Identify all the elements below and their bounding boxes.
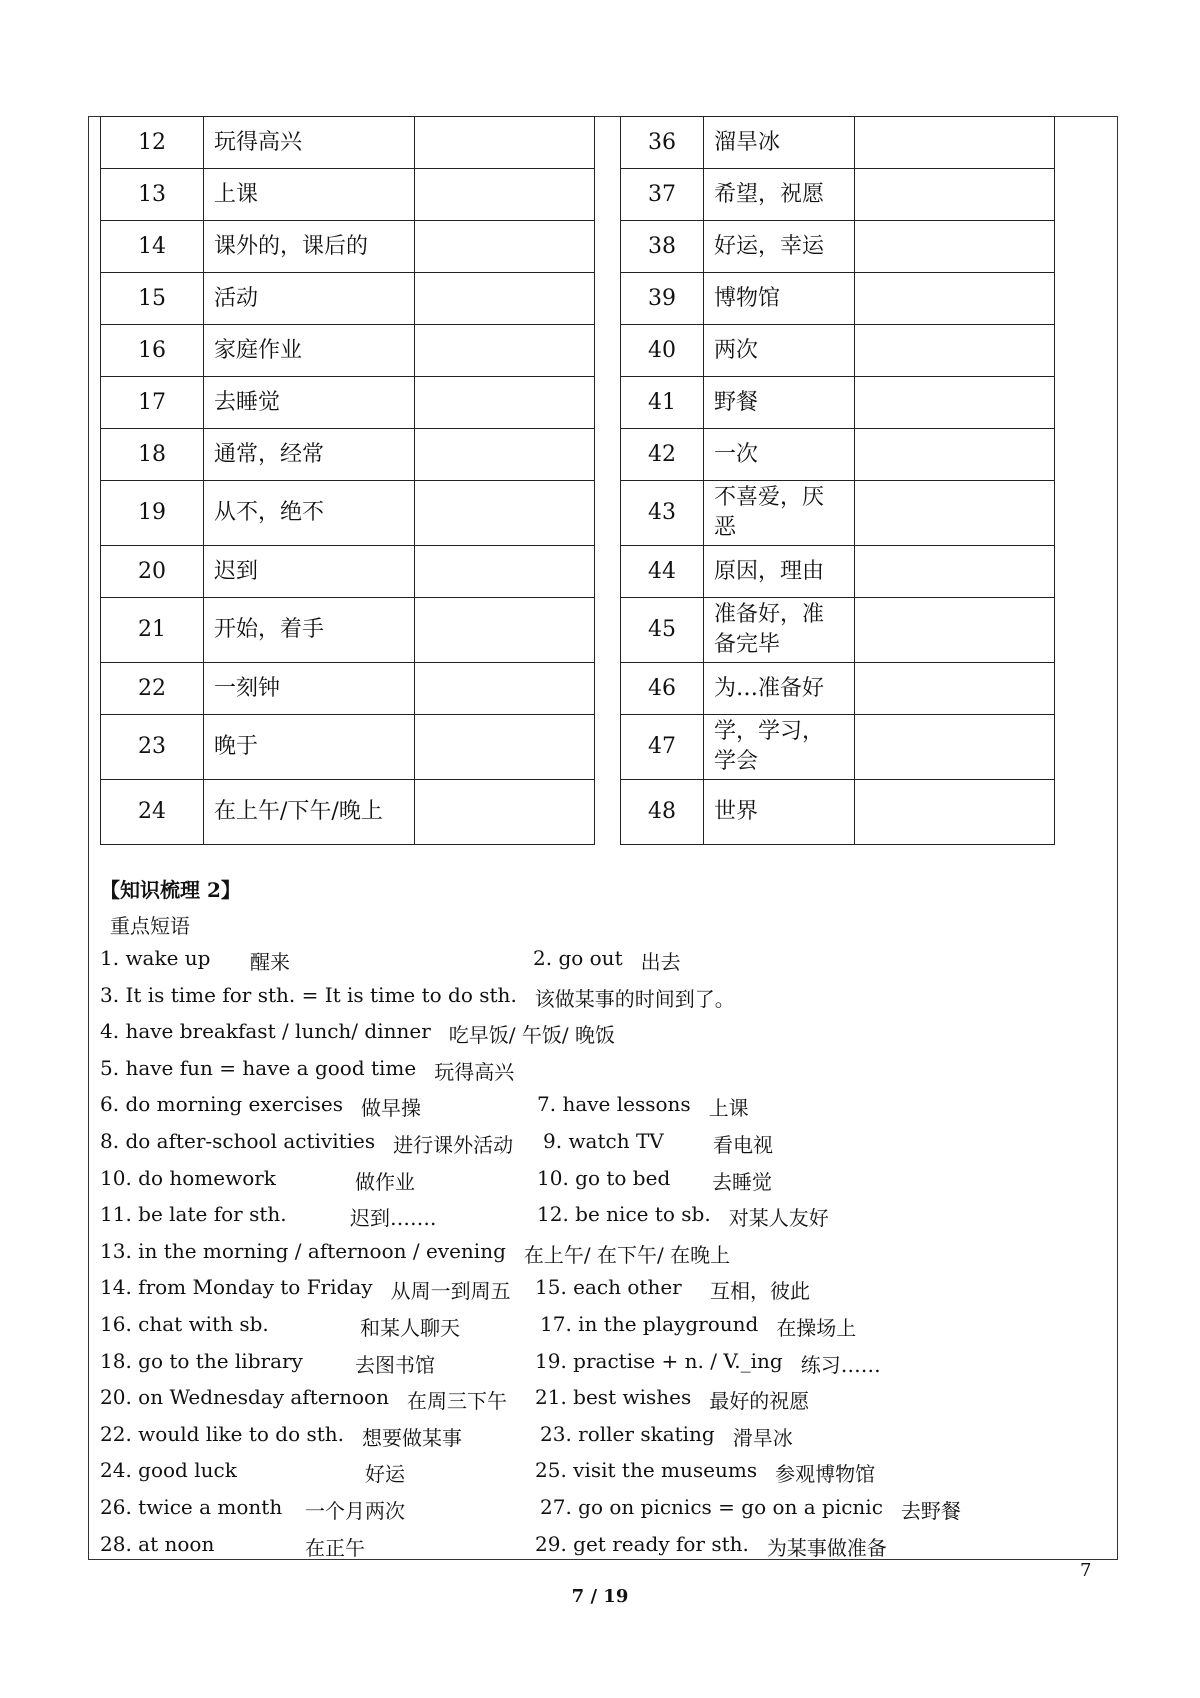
phrase-english: 26. twice a month	[100, 1494, 283, 1519]
phrase-chinese: 练习……	[800, 1352, 881, 1377]
vocab-number: 43	[621, 481, 704, 546]
phrase-english: 19. practise + n. / V._ing	[535, 1348, 783, 1373]
vocab-answer-cell[interactable]	[855, 117, 1055, 169]
vocab-chinese: 不喜爱，厌恶	[704, 481, 855, 546]
vocab-table-left	[100, 116, 595, 845]
phrase-chinese: 参观博物馆	[775, 1462, 876, 1487]
phrase-chinese: 一个月两次	[305, 1498, 405, 1523]
vocab-answer-cell[interactable]	[855, 715, 1055, 780]
vocab-answer-cell[interactable]	[855, 481, 1055, 546]
phrase-row	[100, 1019, 1100, 1056]
vocab-answer-cell[interactable]	[415, 481, 595, 546]
vocab-chinese: 准备好，准备完毕	[704, 598, 855, 663]
vocab-number: 48	[621, 780, 704, 845]
vocab-row	[621, 117, 1055, 169]
phrase-english: 4. have breakfast / lunch/ dinner	[100, 1019, 431, 1044]
phrase-list	[100, 946, 1100, 1568]
vocab-number: 36	[621, 117, 704, 169]
phrase-row	[100, 1495, 1100, 1532]
vocab-row	[101, 546, 595, 598]
phrase-english: 23. roller skating	[540, 1421, 715, 1446]
vocab-row	[621, 273, 1055, 325]
vocab-chinese: 从不，绝不	[204, 481, 415, 546]
vocab-number: 21	[101, 598, 204, 663]
phrase-english: 12. be nice to sb.	[537, 1202, 711, 1227]
phrase-row	[100, 1385, 1100, 1422]
phrase-english: 11. be late for sth.	[100, 1202, 287, 1227]
vocab-chinese: 为…准备好	[704, 663, 855, 715]
phrase-row	[100, 1129, 1100, 1166]
vocab-answer-cell[interactable]	[855, 546, 1055, 598]
phrase-english: 17. in the playground	[540, 1311, 759, 1336]
phrase-chinese: 最好的祝愿	[709, 1389, 810, 1414]
phrase-english: 10. go to bed	[537, 1165, 671, 1190]
vocab-chinese: 玩得高兴	[204, 117, 415, 169]
phrase-row	[100, 1349, 1100, 1386]
phrase-english: 3. It is time for sth. = It is time to do sth.	[100, 982, 517, 1007]
phrase-row	[100, 1532, 1100, 1569]
phrase-english: 27. go on picnics = go on a picnic	[540, 1494, 883, 1519]
phrase-chinese: 为某事做准备	[766, 1535, 887, 1560]
vocab-answer-cell[interactable]	[855, 663, 1055, 715]
phrase-chinese: 好运	[365, 1462, 405, 1487]
vocab-row	[101, 780, 595, 845]
vocab-number: 22	[101, 663, 204, 715]
phrase-english: 1. wake up	[100, 946, 211, 970]
vocab-number: 14	[101, 221, 204, 273]
phrase-row	[100, 1056, 1100, 1093]
vocab-chinese: 溜旱冰	[704, 117, 855, 169]
vocab-answer-cell[interactable]	[415, 663, 595, 715]
vocab-chinese: 活动	[204, 273, 415, 325]
vocab-row	[101, 117, 595, 169]
phrase-chinese: 做作业	[355, 1169, 415, 1194]
vocab-chinese: 在上午/下午/晚上	[204, 780, 415, 845]
vocab-chinese: 家庭作业	[204, 325, 415, 377]
vocab-number: 40	[621, 325, 704, 377]
page-footer: 7 / 19	[571, 1586, 629, 1607]
vocab-chinese: 两次	[704, 325, 855, 377]
vocab-row	[101, 598, 595, 663]
vocab-chinese: 世界	[704, 780, 855, 845]
vocab-row	[101, 169, 595, 221]
phrase-chinese: 进行课外活动	[393, 1132, 514, 1157]
phrase-english: 9. watch TV	[543, 1128, 664, 1153]
page-number: 7	[1080, 1560, 1092, 1581]
vocab-answer-cell[interactable]	[415, 429, 595, 481]
phrase-chinese: 对某人友好	[728, 1206, 829, 1231]
vocab-row	[101, 221, 595, 273]
vocab-chinese: 博物馆	[704, 273, 855, 325]
vocab-number: 42	[621, 429, 704, 481]
phrase-row	[100, 1275, 1100, 1312]
phrase-chinese: 在正午	[305, 1535, 365, 1560]
phrase-english: 22. would like to do sth.	[100, 1421, 345, 1446]
phrase-english: 24. good luck	[100, 1458, 237, 1483]
vocab-row	[101, 429, 595, 481]
phrase-row	[100, 1458, 1100, 1495]
phrase-chinese: 在周三下午	[406, 1389, 507, 1414]
vocab-chinese: 通常，经常	[204, 429, 415, 481]
phrase-row	[100, 1422, 1100, 1459]
vocab-number: 47	[621, 715, 704, 780]
phrase-chinese: 和某人聊天	[360, 1315, 460, 1340]
vocab-chinese: 一刻钟	[204, 663, 415, 715]
vocab-answer-cell[interactable]	[415, 715, 595, 780]
phrase-english: 20. on Wednesday afternoon	[100, 1385, 389, 1410]
vocab-answer-cell[interactable]	[415, 169, 595, 221]
vocab-row	[621, 715, 1055, 780]
phrase-row	[100, 1239, 1100, 1276]
phrase-row	[100, 1092, 1100, 1129]
vocab-row	[621, 377, 1055, 429]
vocab-number: 15	[101, 273, 204, 325]
phrase-chinese: 迟到…….	[350, 1206, 437, 1231]
phrase-chinese: 上课	[708, 1096, 749, 1121]
vocab-chinese: 好运，幸运	[704, 221, 855, 273]
phrase-english: 14. from Monday to Friday	[100, 1275, 373, 1300]
phrase-chinese: 看电视	[713, 1132, 773, 1157]
vocab-number: 37	[621, 169, 704, 221]
vocab-row	[621, 663, 1055, 715]
vocab-row	[621, 429, 1055, 481]
phrase-chinese: 从周一到周五	[390, 1279, 511, 1304]
phrase-chinese: 吃早饭/ 午饭/ 晚饭	[448, 1023, 615, 1048]
vocab-answer-cell[interactable]	[855, 221, 1055, 273]
vocab-table-right	[620, 116, 1055, 845]
vocab-row	[101, 377, 595, 429]
vocab-number: 16	[101, 325, 204, 377]
vocab-chinese: 一次	[704, 429, 855, 481]
phrase-chinese: 去睡觉	[712, 1169, 772, 1194]
vocab-answer-cell[interactable]	[855, 598, 1055, 663]
phrase-chinese: 去野餐	[900, 1498, 961, 1523]
vocab-chinese: 开始，着手	[204, 598, 415, 663]
vocab-answer-cell[interactable]	[855, 429, 1055, 481]
phrase-row	[100, 1202, 1100, 1239]
vocab-row	[621, 325, 1055, 377]
phrase-english: 28. at noon	[100, 1531, 215, 1556]
phrase-english: 21. best wishes	[535, 1385, 692, 1410]
vocab-number: 18	[101, 429, 204, 481]
vocab-row	[621, 169, 1055, 221]
vocab-number: 41	[621, 377, 704, 429]
phrase-chinese: 想要做某事	[362, 1425, 463, 1450]
vocab-answer-cell[interactable]	[415, 325, 595, 377]
phrase-row	[100, 1166, 1100, 1203]
vocab-answer-cell[interactable]	[855, 273, 1055, 325]
phrase-chinese: 滑旱冰	[732, 1425, 793, 1450]
phrase-english: 8. do after-school activities	[100, 1128, 376, 1153]
vocab-number: 19	[101, 481, 204, 546]
vocab-number: 23	[101, 715, 204, 780]
vocab-answer-cell[interactable]	[415, 221, 595, 273]
vocab-answer-cell[interactable]	[855, 780, 1055, 845]
phrase-english: 16. chat with sb.	[100, 1311, 269, 1336]
vocab-number: 13	[101, 169, 204, 221]
phrase-english: 6. do morning exercises	[100, 1092, 343, 1117]
vocab-number: 46	[621, 663, 704, 715]
phrase-english: 7. have lessons	[537, 1092, 691, 1117]
section-title: 【知识梳理 2】	[100, 878, 241, 902]
vocab-number: 39	[621, 273, 704, 325]
phrase-english: 25. visit the museums	[535, 1458, 758, 1483]
vocab-answer-cell[interactable]	[855, 169, 1055, 221]
phrase-english: 2. go out	[533, 946, 623, 970]
vocab-number: 24	[101, 780, 204, 845]
vocab-answer-cell[interactable]	[415, 780, 595, 845]
phrase-row	[100, 1312, 1100, 1349]
phrase-english: 13. in the morning / afternoon / evening	[100, 1238, 506, 1263]
vocab-row	[101, 715, 595, 780]
vocab-number: 17	[101, 377, 204, 429]
vocab-chinese: 迟到	[204, 546, 415, 598]
phrase-english: 18. go to the library	[100, 1348, 303, 1373]
vocab-answer-cell[interactable]	[415, 598, 595, 663]
vocab-row	[621, 221, 1055, 273]
vocab-answer-cell[interactable]	[415, 377, 595, 429]
vocab-row	[101, 325, 595, 377]
vocab-number: 44	[621, 546, 704, 598]
phrase-row	[100, 983, 1100, 1020]
phrase-chinese: 醒来	[250, 950, 290, 974]
phrase-english: 15. each other	[535, 1275, 682, 1300]
vocab-answer-cell[interactable]	[415, 273, 595, 325]
vocab-row	[101, 273, 595, 325]
vocab-chinese: 学，学习，学会	[704, 715, 855, 780]
vocab-chinese: 去睡觉	[204, 377, 415, 429]
vocab-number: 45	[621, 598, 704, 663]
phrase-chinese: 互相，彼此	[710, 1279, 810, 1304]
phrase-chinese: 玩得高兴	[434, 1059, 515, 1084]
phrase-chinese: 在上午/ 在下午/ 在晚上	[523, 1242, 731, 1267]
vocab-chinese: 晚于	[204, 715, 415, 780]
phrase-chinese: 出去	[640, 950, 681, 974]
phrase-chinese: 去图书馆	[355, 1352, 435, 1377]
vocab-chinese: 希望，祝愿	[704, 169, 855, 221]
vocab-row	[101, 663, 595, 715]
phrase-chinese: 做早操	[361, 1096, 421, 1121]
vocab-answer-cell[interactable]	[855, 325, 1055, 377]
vocab-answer-cell[interactable]	[415, 117, 595, 169]
vocab-chinese: 课外的，课后的	[204, 221, 415, 273]
vocab-chinese: 上课	[204, 169, 415, 221]
vocab-chinese: 原因，理由	[704, 546, 855, 598]
phrase-english: 5. have fun = have a good time	[100, 1055, 417, 1080]
vocab-number: 12	[101, 117, 204, 169]
vocab-row	[101, 481, 595, 546]
vocab-row	[621, 598, 1055, 663]
vocab-row	[621, 546, 1055, 598]
phrase-chinese: 在操场上	[776, 1315, 857, 1340]
vocab-chinese: 野餐	[704, 377, 855, 429]
vocab-number: 20	[101, 546, 204, 598]
section-subtitle: 重点短语	[110, 914, 190, 938]
phrase-chinese: 该做某事的时间到了。	[534, 986, 735, 1011]
vocab-answer-cell[interactable]	[855, 377, 1055, 429]
phrase-row	[100, 946, 1100, 983]
phrase-english: 29. get ready for sth.	[535, 1531, 749, 1556]
phrase-english: 10. do homework	[100, 1165, 276, 1190]
vocab-answer-cell[interactable]	[415, 546, 595, 598]
vocab-row	[621, 481, 1055, 546]
vocab-number: 38	[621, 221, 704, 273]
vocab-row	[621, 780, 1055, 845]
